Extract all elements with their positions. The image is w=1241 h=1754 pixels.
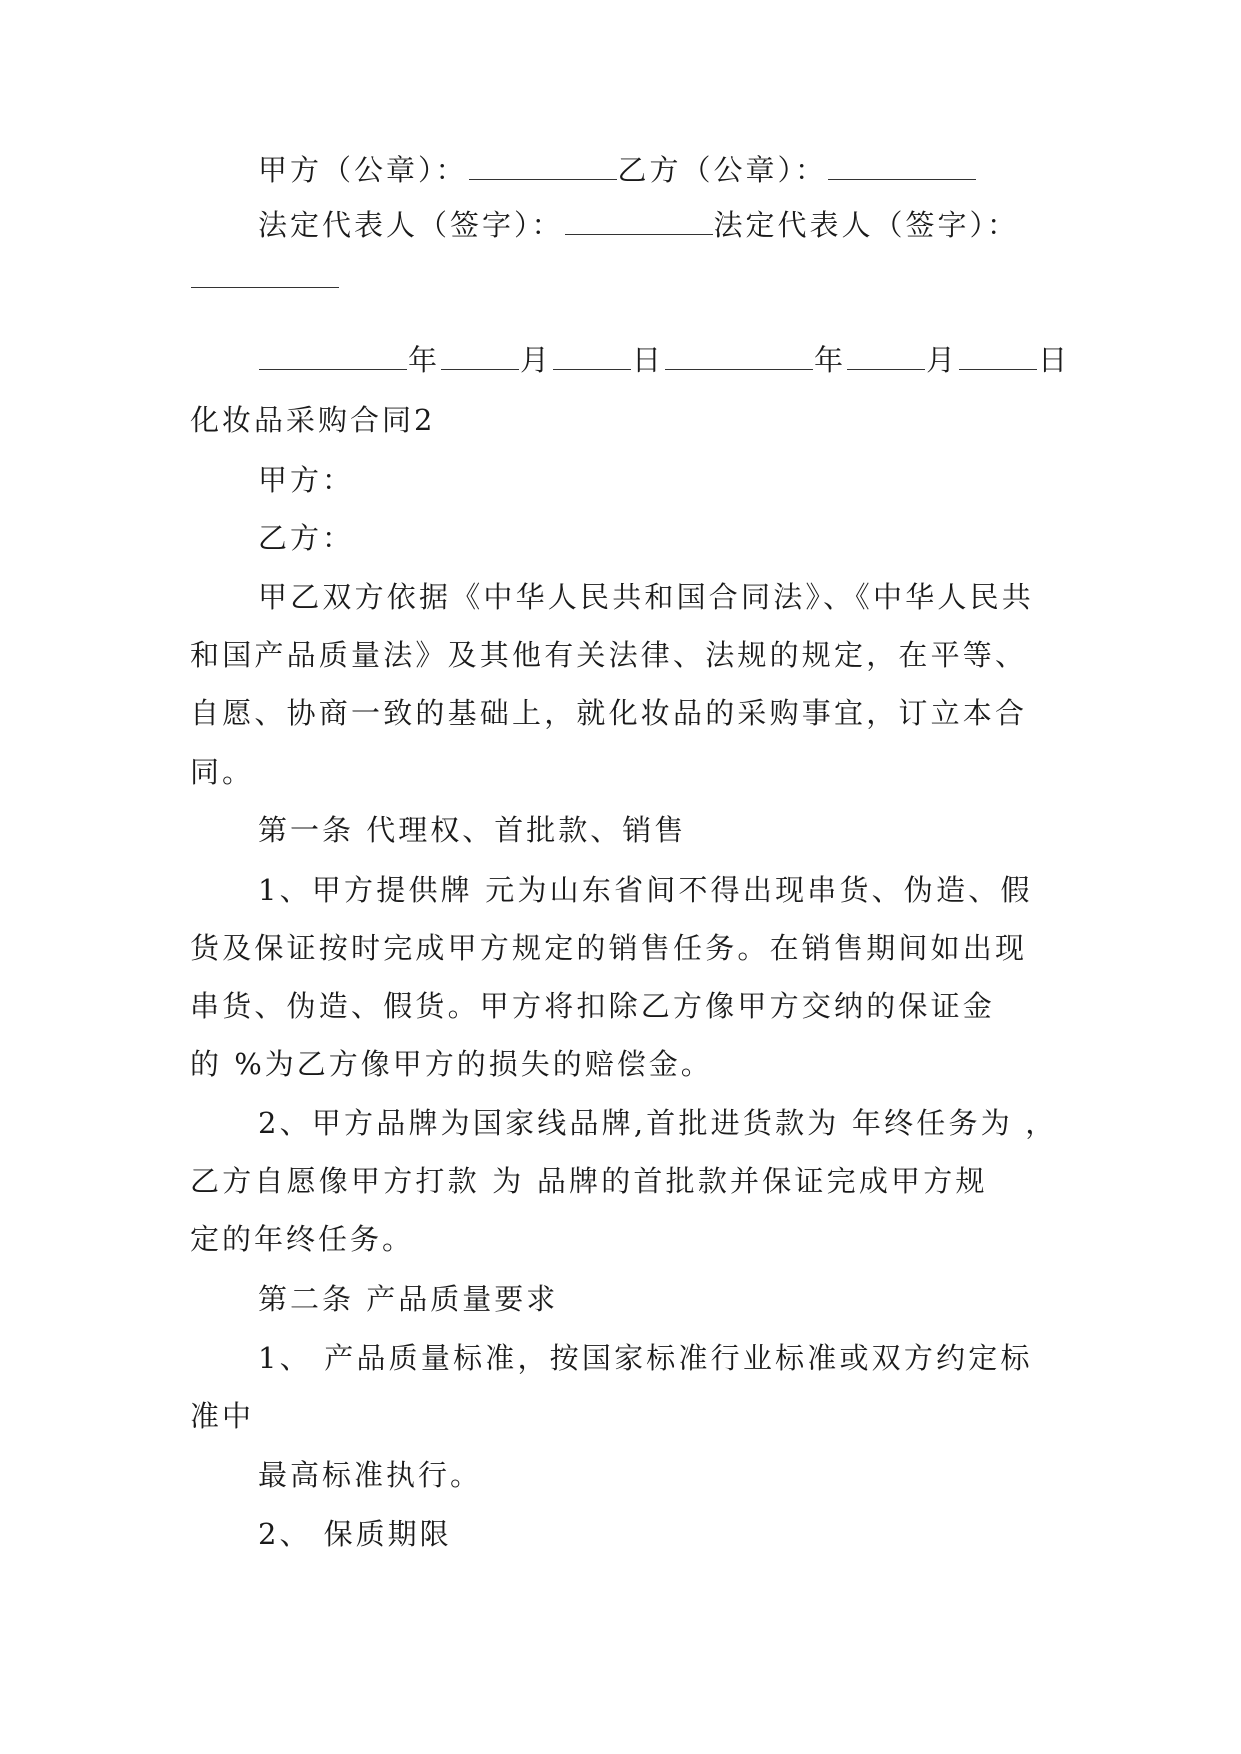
- article-2-item-1-line: 准中: [190, 1399, 255, 1433]
- date-b-day: 日: [1038, 343, 1071, 377]
- article-2-item-2-line: 2、 保质期限: [258, 1517, 452, 1551]
- preamble-line: 和国产品质量法》及其他有关法律、法规的规定，在平等、: [190, 638, 1028, 672]
- date-a-day: 日: [632, 343, 665, 377]
- party-a-line: 甲方：: [258, 463, 355, 497]
- party-a-seal-blank: [469, 157, 617, 180]
- preamble-line: 甲乙双方依据《中华人民共和国合同法》、《中华人民共: [258, 580, 1035, 614]
- representative-line: [258, 205, 1019, 245]
- preamble-line: 同。: [190, 755, 255, 789]
- article-2-heading: 第二条 产品质量要求: [258, 1282, 559, 1316]
- date-b-year-blank: [665, 347, 813, 370]
- date-b-year: 年: [814, 343, 847, 377]
- date-a-year-blank: [259, 347, 407, 370]
- preamble-line: 自愿、协商一致的基础上，就化妆品的采购事宜，订立本合: [190, 696, 1028, 730]
- article-1-item-1-line: 的 %为乙方像甲方的损失的赔偿金。: [190, 1047, 713, 1081]
- date-a-month-blank: [441, 347, 519, 370]
- party-a-seal-label: 甲方（公章）：: [258, 153, 468, 187]
- article-2-item-1-line: 最高标准执行。: [258, 1458, 483, 1492]
- party-b-seal-blank: [828, 157, 976, 180]
- party-b-rep-label: 法定代表人（签字）：: [713, 208, 1020, 242]
- party-b-rep-blank: [191, 265, 339, 288]
- article-1-heading: 第一条 代理权、首批款、销售: [258, 813, 687, 847]
- date-a-year: 年: [408, 343, 441, 377]
- party-a-rep-label: 法定代表人（签字）：: [258, 208, 564, 242]
- article-1-item-1-line: 货及保证按时完成甲方规定的销售任务。在销售期间如出现: [190, 931, 1028, 965]
- article-1-item-1-line: 串货、伪造、假货。甲方将扣除乙方像甲方交纳的保证金: [190, 989, 996, 1023]
- contract-title: 化妆品采购合同2: [190, 403, 436, 437]
- party-b-line: 乙方：: [258, 521, 355, 555]
- date-line: [258, 340, 1070, 380]
- date-b-month: 月: [926, 343, 959, 377]
- article-2-item-1-line: 1、 产品质量标准，按国家标准行业标准或双方约定标: [258, 1341, 1033, 1375]
- seal-line: [258, 150, 977, 190]
- party-b-seal-label: 乙方（公章）：: [617, 153, 828, 187]
- party-a-rep-blank: [565, 212, 713, 235]
- date-a-day-blank: [553, 347, 631, 370]
- article-1-item-2-line: 定的年终任务。: [190, 1222, 415, 1256]
- date-b-month-blank: [847, 347, 925, 370]
- article-1-item-1-line: 1、甲方提供牌 元为山东省间不得出现串货、伪造、假: [258, 873, 1033, 907]
- date-b-day-blank: [959, 347, 1037, 370]
- representative-line-continued: [190, 258, 340, 298]
- article-1-item-2-line: 2、甲方品牌为国家线品牌,首批进货款为 年终任务为 ，: [258, 1106, 1058, 1140]
- date-a-month: 月: [520, 343, 553, 377]
- article-1-item-2-line: 乙方自愿像甲方打款 为 品牌的首批款并保证完成甲方规: [190, 1164, 988, 1198]
